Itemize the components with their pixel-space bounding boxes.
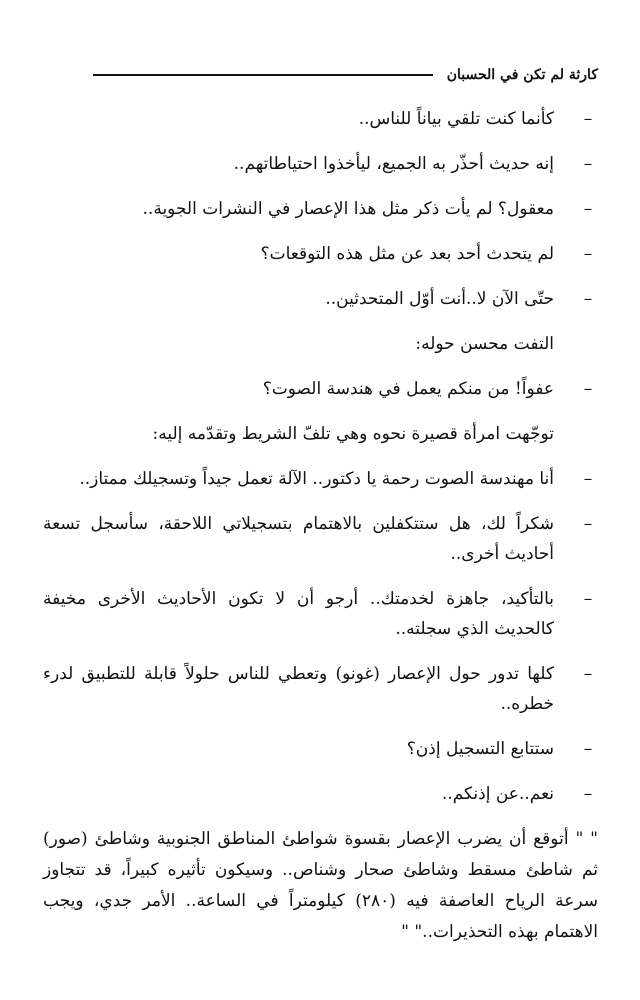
page-body [43,104,598,948]
dialogue-line [43,104,598,134]
dialogue-text: نعم..عن إذنكم.. [441,784,554,804]
dialogue-dash: – [583,154,593,174]
dialogue-text: حتّى الآن لا..أنت أوّل المتحدثين.. [325,289,554,309]
dialogue-text: شكراً لك، هل ستتكفلين بالاهتمام بتسجيلاتي اللاحقة، سأسجل تسعة أحاديث أخرى.. [43,514,554,564]
dialogue-text: أنا مهندسة الصوت رحمة يا دكتور.. الآلة تعمل جيداً وتسجيلك ممتاز.. [79,469,554,489]
narration-text: توجّهت امرأة قصيرة نحوه وهي تلفّ الشريط وتقدّمه إليه: [152,424,554,444]
dialogue-dash: – [583,664,593,684]
narration-line [43,419,598,449]
dialogue-dash: – [583,289,593,309]
dialogue-dash: – [583,739,593,759]
dialogue-line [43,239,598,269]
dialogue-dash: – [583,199,593,219]
dialogue-line [43,584,598,644]
narration-line [43,329,598,359]
dialogue-text: لم يتحدث أحد بعد عن مثل هذه التوقعات؟ [260,244,554,264]
dialogue-text: كأنما كنت تلقي بياناً للناس.. [358,109,554,129]
dialogue-dash: – [583,784,593,804]
dialogue-line [43,509,598,569]
dialogue-text: ستتابع التسجيل إذن؟ [406,739,554,759]
dialogue-line [43,149,598,179]
dialogue-text: بالتأكيد، جاهزة لخدمتك.. أرجو أن لا تكون الأحاديث الأخرى مخيفة كالحديث الذي سجلته.. [43,589,554,639]
dialogue-line [43,464,598,494]
dialogue-dash: – [583,514,593,534]
dialogue-text: عفواً! من منكم يعمل في هندسة الصوت؟ [262,379,554,399]
dialogue-text: إنه حديث أحذّر به الجميع، ليأخذوا احتياطاتهم.. [233,154,554,174]
dialogue-line [43,374,598,404]
dialogue-line [43,659,598,719]
dialogue-dash: – [583,469,593,489]
narration-text: التفت محسن حوله: [415,334,554,354]
dialogue-dash: – [583,589,593,609]
dialogue-line [43,779,598,809]
dialogue-dash: – [583,379,593,399]
dialogue-dash: – [583,109,593,129]
chapter-title: كارثة لم تكن في الحسبان [446,67,598,83]
dialogue-text: معقول؟ لم يأت ذكر مثل هذا الإعصار في النشرات الجوية.. [142,199,554,219]
running-header [93,60,598,90]
dialogue-line [43,734,598,764]
dialogue-line [43,194,598,224]
dialogue-text: كلها تدور حول الإعصار (غونو) وتعطي للناس حلولاً قابلة للتطبيق لدرء خطره.. [43,664,554,714]
header-rule [93,74,433,76]
quoted-forecast-paragraph: " " أتوقع أن يضرب الإعصار بقسوة شواطئ المناطق الجنوبية وشاطئ (صور) ثم شاطئ مسقط وشاطئ صحار وشناص.. وسيكون تأثيره كبيراً، قد تتجاوز سرعة الرياح العاصفة فيه (٢٨٠) كيلومتراً في الساعة.. الأمر جدي، ويجب الاهتمام بهذه التحذيرات.." " [43,829,598,942]
dialogue-dash: – [583,244,593,264]
dialogue-line [43,284,598,314]
